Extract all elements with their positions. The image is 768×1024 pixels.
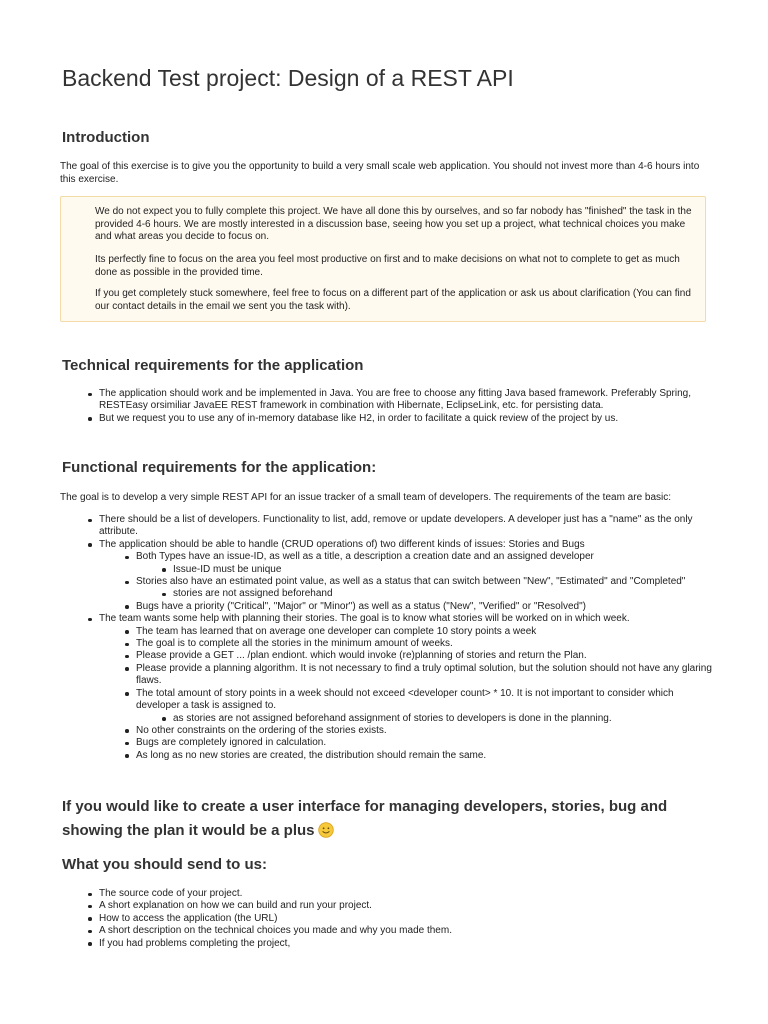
list-item	[123, 576, 716, 601]
ui-plus-heading	[62, 795, 702, 843]
list-item: Please provide a planning algorithm. It is not necessary to find a truly optimal solution, but the solution should not have any glaring flaws.	[123, 663, 716, 688]
list-item: The goal is to complete all the stories in the minimum amount of weeks.	[123, 638, 716, 650]
nested-list	[99, 551, 716, 613]
introduction-text: The goal of this exercise is to give you the opportunity to build a very small scale web application. You should not invest more than 4-6 hours into this exercise.	[60, 161, 700, 185]
send-to-us-list	[86, 888, 716, 950]
nested-list	[136, 564, 716, 576]
list-item: Bugs are completely ignored in calculation.	[123, 737, 716, 749]
nested-list	[99, 626, 716, 762]
list-item: No other constraints on the ordering of the stories exists.	[123, 725, 716, 737]
list-item: A short description on the technical choices you made and why you made them.	[86, 925, 716, 937]
functional-requirements-heading: Functional requirements for the application:	[62, 459, 377, 476]
smiley-icon	[318, 822, 334, 838]
list-item: If you had problems completing the project,	[86, 938, 716, 950]
note-paragraph: If you get completely stuck somewhere, feel free to focus on a different part of the application or ask us about clarification (You can find our contact details in the email we sent you the task with).	[95, 288, 691, 312]
functional-requirements-intro: The goal is to develop a very simple REST API for an issue tracker of a small team of developers. The requirements of the team are basic:	[60, 492, 672, 503]
list-item: How to access the application (the URL)	[86, 913, 716, 925]
technical-requirements-heading: Technical requirements for the application	[62, 357, 364, 374]
technical-requirements-list	[86, 388, 716, 425]
list-item: Bugs have a priority ("Critical", "Major" or "Minor") as well as a status ("New", "Verified" or "Resolved")	[123, 601, 716, 613]
list-item: as stories are not assigned beforehand assignment of stories to developers is done in the planning.	[160, 713, 716, 725]
note-paragraph: Its perfectly fine to focus on the area you feel most productive on first and to make decisions on what not to complete to get as much done as possible in the provided time.	[95, 254, 680, 278]
nested-list	[136, 588, 716, 600]
list-item	[86, 613, 716, 762]
list-item: The team has learned that on average one developer can complete 10 story points a week	[123, 626, 716, 638]
list-item-text: The total amount of story points in a week should not exceed <developer count> * 10. It is not important to consider which developer a task is assigned to.	[136, 687, 674, 712]
list-item-text: The team wants some help with planning their stories. The goal is to know what stories will be worked on in which week.	[99, 613, 630, 625]
list-item: The source code of your project.	[86, 888, 716, 900]
list-item: Issue-ID must be unique	[160, 564, 716, 576]
list-item-text: Stories also have an estimated point value, as well as a status that can switch between "New", "Estimated" and "Completed"	[136, 576, 686, 588]
note-box	[60, 196, 706, 322]
list-item-text: Both Types have an issue-ID, as well as a title, a description a creation date and an assigned developer	[136, 551, 594, 563]
note-paragraph: We do not expect you to fully complete this project. We have all done this by ourselves, and so far nobody has "finished" the task in the provided 4-6 hours. We are mostly interested in a discussion base, seeing how you set up a project, what technical choices you make and what areas you decide to focus on.	[95, 206, 692, 242]
list-item: A short explanation on how we can build and run your project.	[86, 900, 716, 912]
list-item: But we request you to use any of in-memory database like H2, in order to facilitate a quick review of the project by us.	[86, 413, 716, 425]
list-item: stories are not assigned beforehand	[160, 588, 716, 600]
page-title: Backend Test project: Design of a REST API	[62, 65, 514, 91]
list-item	[123, 551, 716, 576]
ui-plus-heading-text: If you would like to create a user interface for managing developers, stories, bug and showing the plan it would be a plus	[62, 798, 668, 839]
list-item	[86, 539, 716, 613]
list-item-text: The application should be able to handle (CRUD operations of) two different kinds of issues: Stories and Bugs	[99, 538, 585, 550]
list-item: As long as no new stories are created, the distribution should remain the same.	[123, 750, 716, 762]
introduction-heading: Introduction	[62, 129, 150, 146]
send-to-us-heading: What you should send to us:	[62, 856, 267, 873]
list-item	[123, 688, 716, 725]
list-item: The application should work and be implemented in Java. You are free to choose any fitting Java based framework. Preferably Spring, RESTEasy orsimiliar JavaEE REST framework in combination with Hibernate, EclipseLink, etc. for persisting data.	[86, 388, 716, 413]
list-item: Please provide a GET ... /plan endiont. which would invoke (re)planning of stories and return the Plan.	[123, 650, 716, 662]
functional-requirements-list	[86, 514, 716, 762]
nested-list	[136, 713, 716, 725]
list-item: There should be a list of developers. Functionality to list, add, remove or update developers. A developer just has a "name" as the only attribute.	[86, 514, 716, 539]
